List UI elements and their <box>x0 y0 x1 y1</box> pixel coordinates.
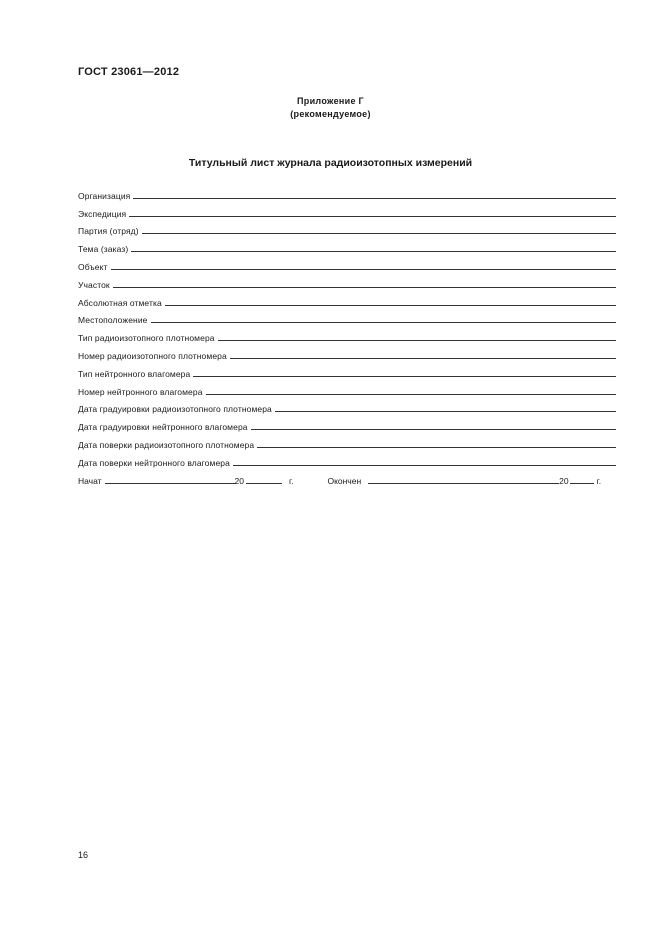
fill-line <box>131 250 616 252</box>
field-densimeter-type <box>78 325 616 343</box>
field-label: Партия (отряд) <box>78 226 139 237</box>
start-date-line <box>105 482 235 484</box>
fill-line <box>233 464 616 466</box>
page-title: Титульный лист журнала радиоизотопных измерений <box>188 157 473 169</box>
field-label: Тип нейтронного влагомера <box>78 368 191 379</box>
field-label: Дата градуировки нейтронного влагомера <box>78 422 248 433</box>
field-moisture-meter-calibration-date <box>78 414 616 432</box>
field-label: Участок <box>78 279 110 290</box>
field-label: Тип радиоизотопного плотномера <box>78 333 215 344</box>
field-moisture-meter-verification-date <box>78 450 616 468</box>
fill-line <box>129 215 616 217</box>
field-topic <box>78 236 616 254</box>
field-label: Дата поверки нейтронного влагомера <box>78 457 230 468</box>
field-object <box>78 254 616 272</box>
fill-line <box>275 410 616 412</box>
field-label: Тема (заказ) <box>78 244 129 255</box>
fill-line <box>111 268 616 270</box>
end-label: Окончен <box>327 475 362 486</box>
appendix-label: Приложение Г <box>297 96 364 106</box>
field-expedition <box>78 201 616 219</box>
fill-line <box>142 232 616 234</box>
field-densimeter-calibration-date <box>78 397 616 415</box>
fill-line <box>113 286 616 288</box>
field-label: Организация <box>78 190 131 201</box>
start-label: Начат <box>78 475 102 486</box>
end-year-line <box>570 482 594 484</box>
page-number: 16 <box>78 850 89 860</box>
field-party <box>78 219 616 237</box>
field-label: Дата градуировки радиоизотопного плотномера <box>78 404 272 415</box>
fill-line <box>230 357 616 359</box>
field-densimeter-number <box>78 343 616 361</box>
start-year-suffix: г. <box>289 475 294 486</box>
field-label: Дата поверки радиоизотопного плотномера <box>78 439 255 450</box>
end-year-prefix: 20 <box>559 475 569 486</box>
field-elevation <box>78 290 616 308</box>
field-label: Номер нейтронного влагомера <box>78 386 203 397</box>
appendix-status: (рекомендуемое) <box>290 109 371 119</box>
standard-header: ГОСТ 23061—2012 <box>78 66 180 78</box>
fill-line <box>193 375 616 377</box>
field-moisture-meter-type <box>78 361 616 379</box>
fill-line <box>251 428 616 430</box>
fill-line <box>206 393 616 395</box>
end-year-suffix: г. <box>596 475 602 486</box>
start-year-prefix: 20 <box>234 475 245 486</box>
field-organization <box>78 183 616 201</box>
field-site <box>78 272 616 290</box>
field-label: Номер радиоизотопного плотномера <box>78 350 227 361</box>
fill-line <box>133 197 616 199</box>
field-label: Объект <box>78 261 108 272</box>
field-label: Экспедиция <box>78 208 127 219</box>
fill-line <box>165 304 616 306</box>
field-location <box>78 308 616 326</box>
form-fields <box>78 183 616 486</box>
fill-line <box>151 321 617 323</box>
fill-line <box>218 339 616 341</box>
start-year-line <box>246 482 282 484</box>
fill-line <box>257 446 616 448</box>
field-label: Местоположение <box>78 315 148 326</box>
field-moisture-meter-number <box>78 379 616 397</box>
field-label: Абсолютная отметка <box>78 297 162 308</box>
field-densimeter-verification-date <box>78 432 616 450</box>
start-end-dates <box>78 468 616 486</box>
end-date-line <box>368 482 559 484</box>
